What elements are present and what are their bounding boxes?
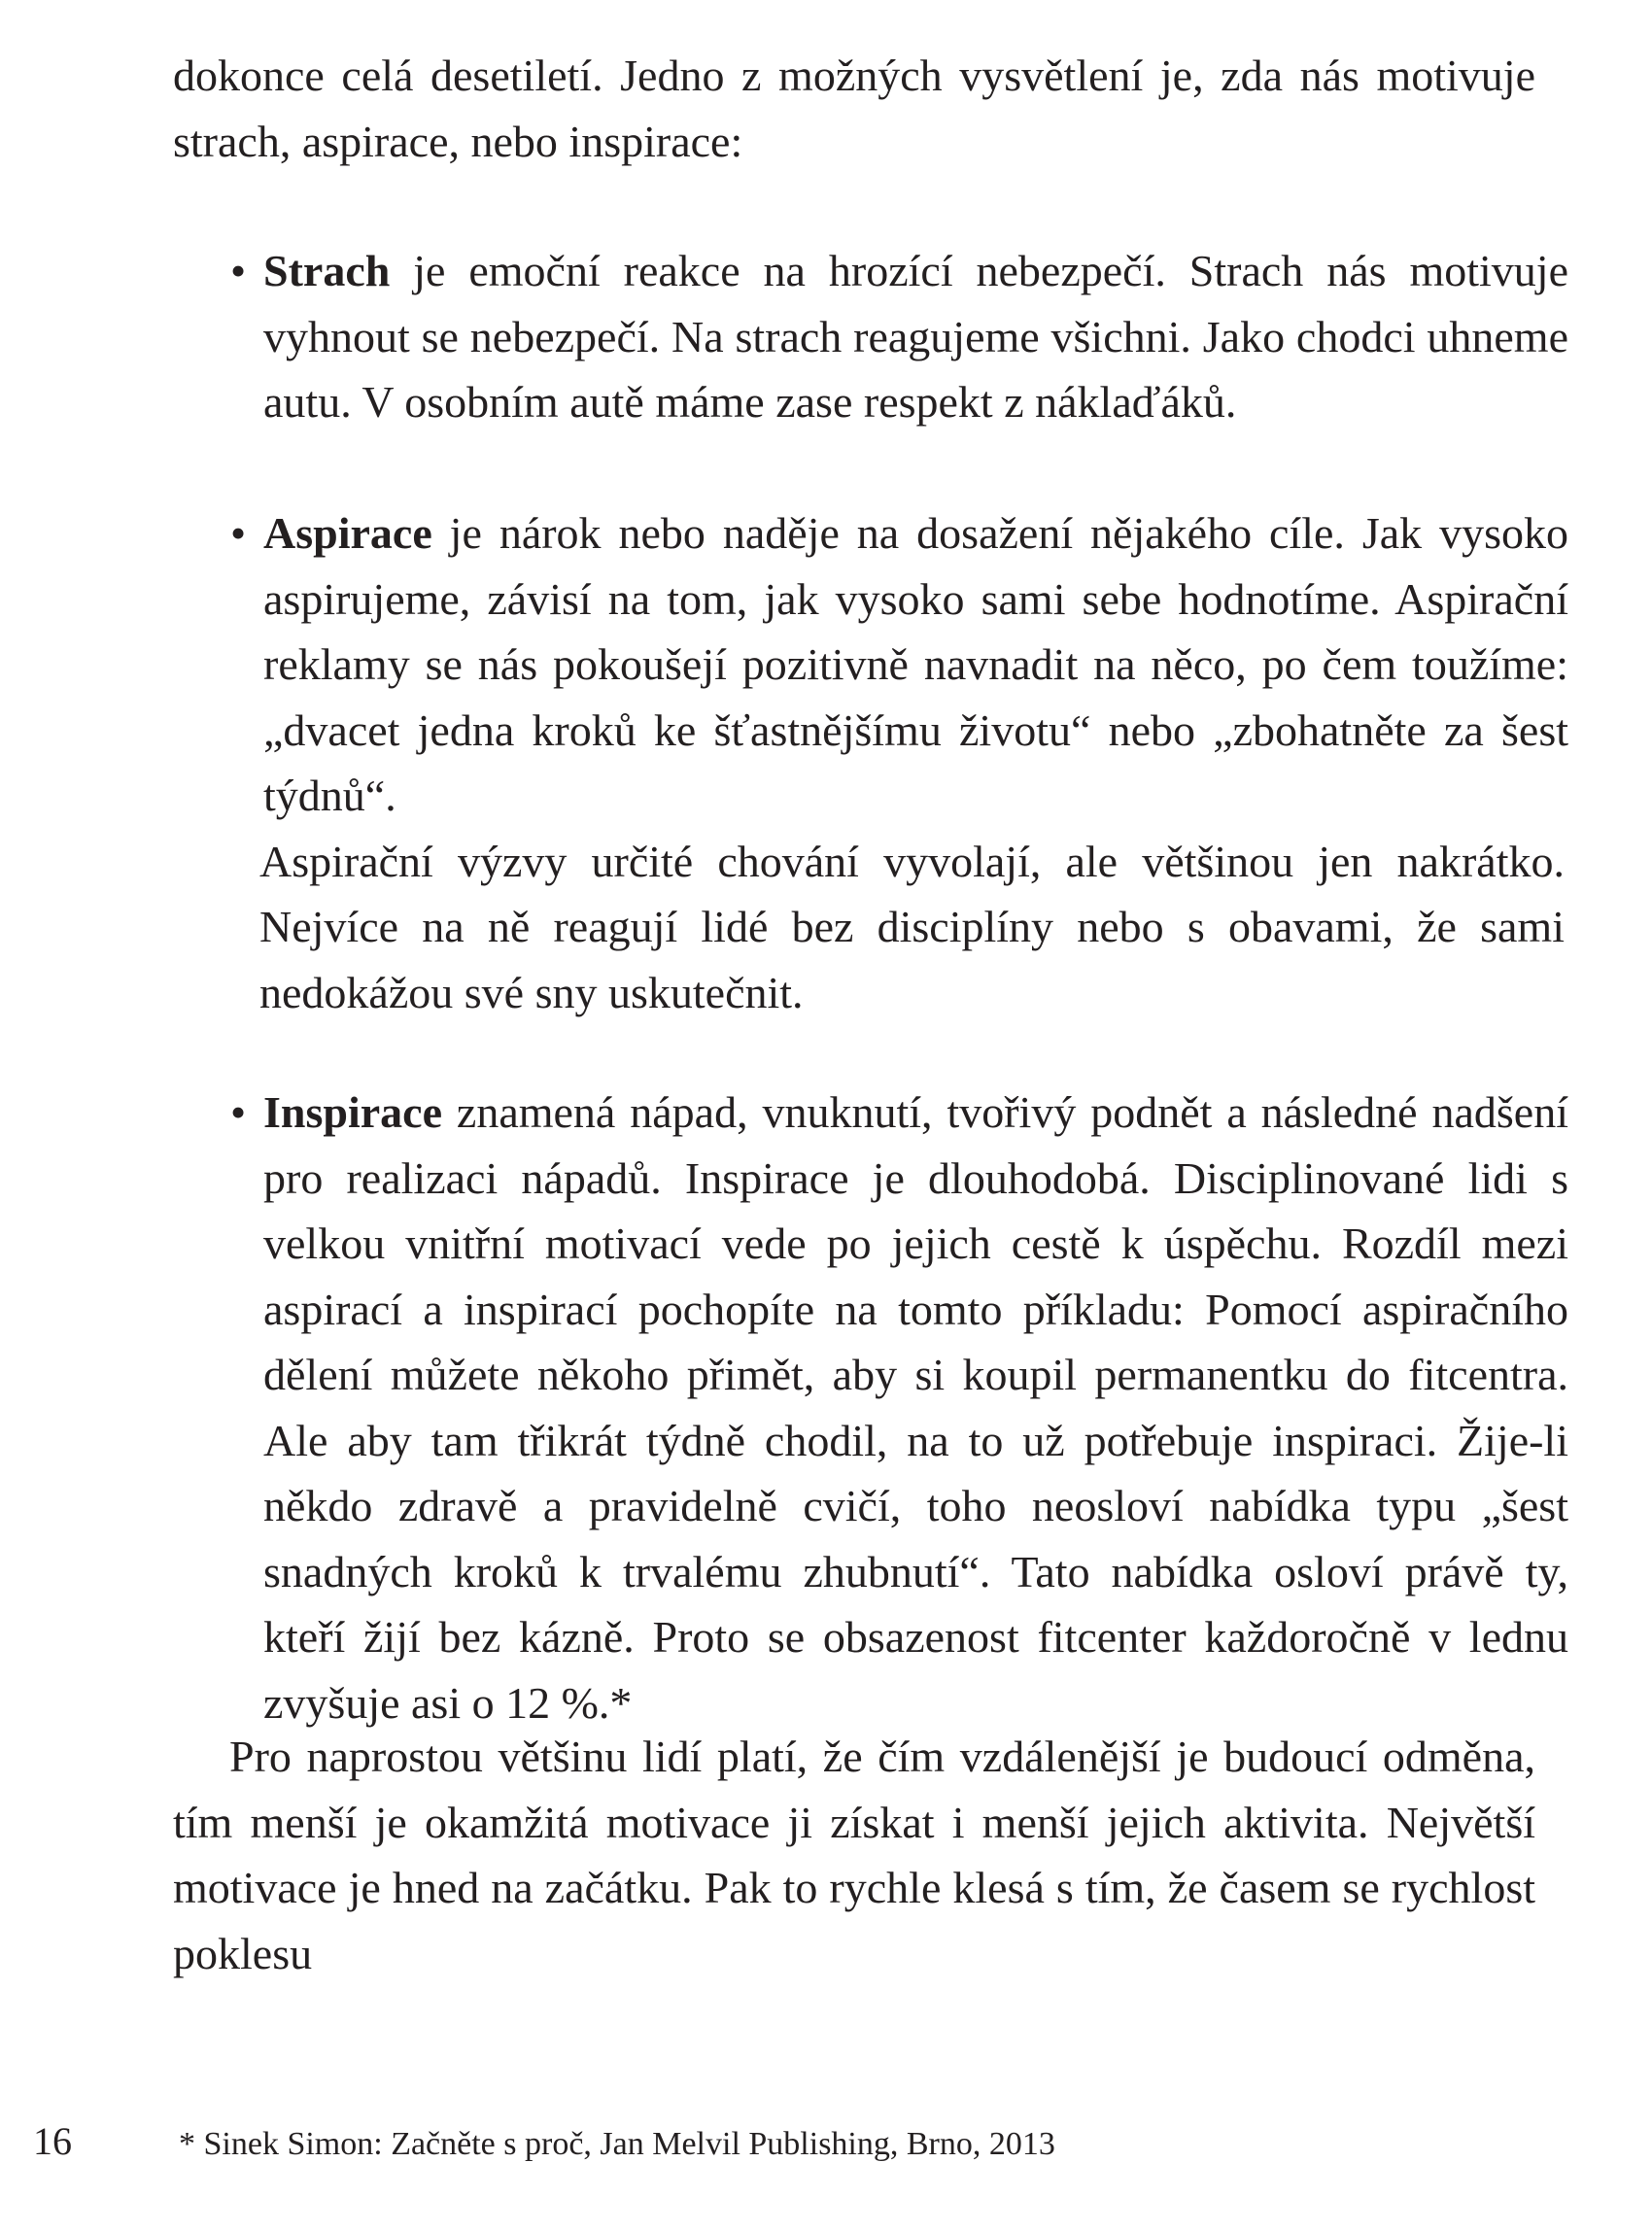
- bullet-text-inspirace: [230, 1080, 1568, 1735]
- footnote: * Sinek Simon: Začněte s proč, Jan Melvil Publishing, Brno, 2013: [179, 2126, 1055, 2162]
- bullet-text-strach: [230, 238, 1568, 435]
- aspirace-continuation: Aspirační výzvy určité chování vyvolají, ale většinou jen nakrátko. Nejvíce na ně reagují lidé bez disciplíny nebo s obavami, že sami nedokážou své sny uskutečnit.: [259, 836, 1565, 1017]
- term-inspirace: Inspirace: [263, 1087, 442, 1137]
- definition-inspirace: znamená nápad, vnuknutí, tvořivý podnět a následné nadšení pro realizaci nápadů. Inspirace je dlouhodobá. Disciplinované lidi s velkou vnitřní motivací vede po jejich cestě k úspěchu. Rozdíl mezi aspirací a inspirací pochopíte na tomto příkladu: Pomocí aspiračního dělení můžete někoho přimět, aby si koupil permanentku do fitcentra. Ale aby tam třikrát týdně chodil, na to už potřebuje inspiraci. Žije-li někdo zdravě a pravidelně cvičí, toho neosloví nabídka typu „šest snadných kroků k trvalému zhubnutí“. Tato nabídka osloví právě ty, kteří žijí bez kázně. Proto se obsazenost fitcenter každoročně v lednu zvyšuje asi o 12 %.*: [263, 1087, 1568, 1728]
- page-number: 16: [33, 2119, 72, 2163]
- definition-strach: je emoční reakce na hrozící nebezpečí. Strach nás motivuje vyhnout se nebezpečí. Na strach reagujeme všichni. Jako chodci uhneme autu. V osobním autě máme zase respekt z náklaďáků.: [263, 246, 1568, 427]
- bullet-dot: •: [230, 246, 247, 295]
- bullet-dot: •: [230, 508, 247, 558]
- bullet-item-inspirace: [230, 1080, 1568, 1735]
- definition-aspirace: je nárok nebo naděje na dosažení nějakého cíle. Jak vysoko aspirujeme, závisí na tom, jak vysoko sami sebe hodnotíme. Aspirační reklamy se nás pokoušejí pozitivně navnadit na něco, po čem toužíme: „dvacet jedna kroků ke šťastnějšímu životu“ nebo „zbohatněte za šest týdnů“.: [263, 508, 1568, 820]
- term-aspirace: Aspirace: [263, 508, 432, 558]
- bullet-dot: •: [230, 1087, 247, 1137]
- closing-paragraph: Pro naprostou většinu lidí platí, že čím vzdálenější je budoucí odměna, tím menší je okamžitá motivace ji získat i menší jejich aktivita. Největší motivace je hned na začátku. Pak to rychle klesá s tím, že časem se rychlost poklesu: [173, 1732, 1535, 1978]
- bullet-text-aspirace: [230, 500, 1568, 829]
- bullet-item-aspirace: [230, 500, 1568, 1025]
- intro-paragraph: dokonce celá desetiletí. Jedno z možných vysvětlení je, zda nás motivuje strach, aspirace, nebo inspirace:: [173, 51, 1535, 166]
- term-strach: Strach: [263, 246, 391, 295]
- bullet-item-strach: [230, 238, 1568, 435]
